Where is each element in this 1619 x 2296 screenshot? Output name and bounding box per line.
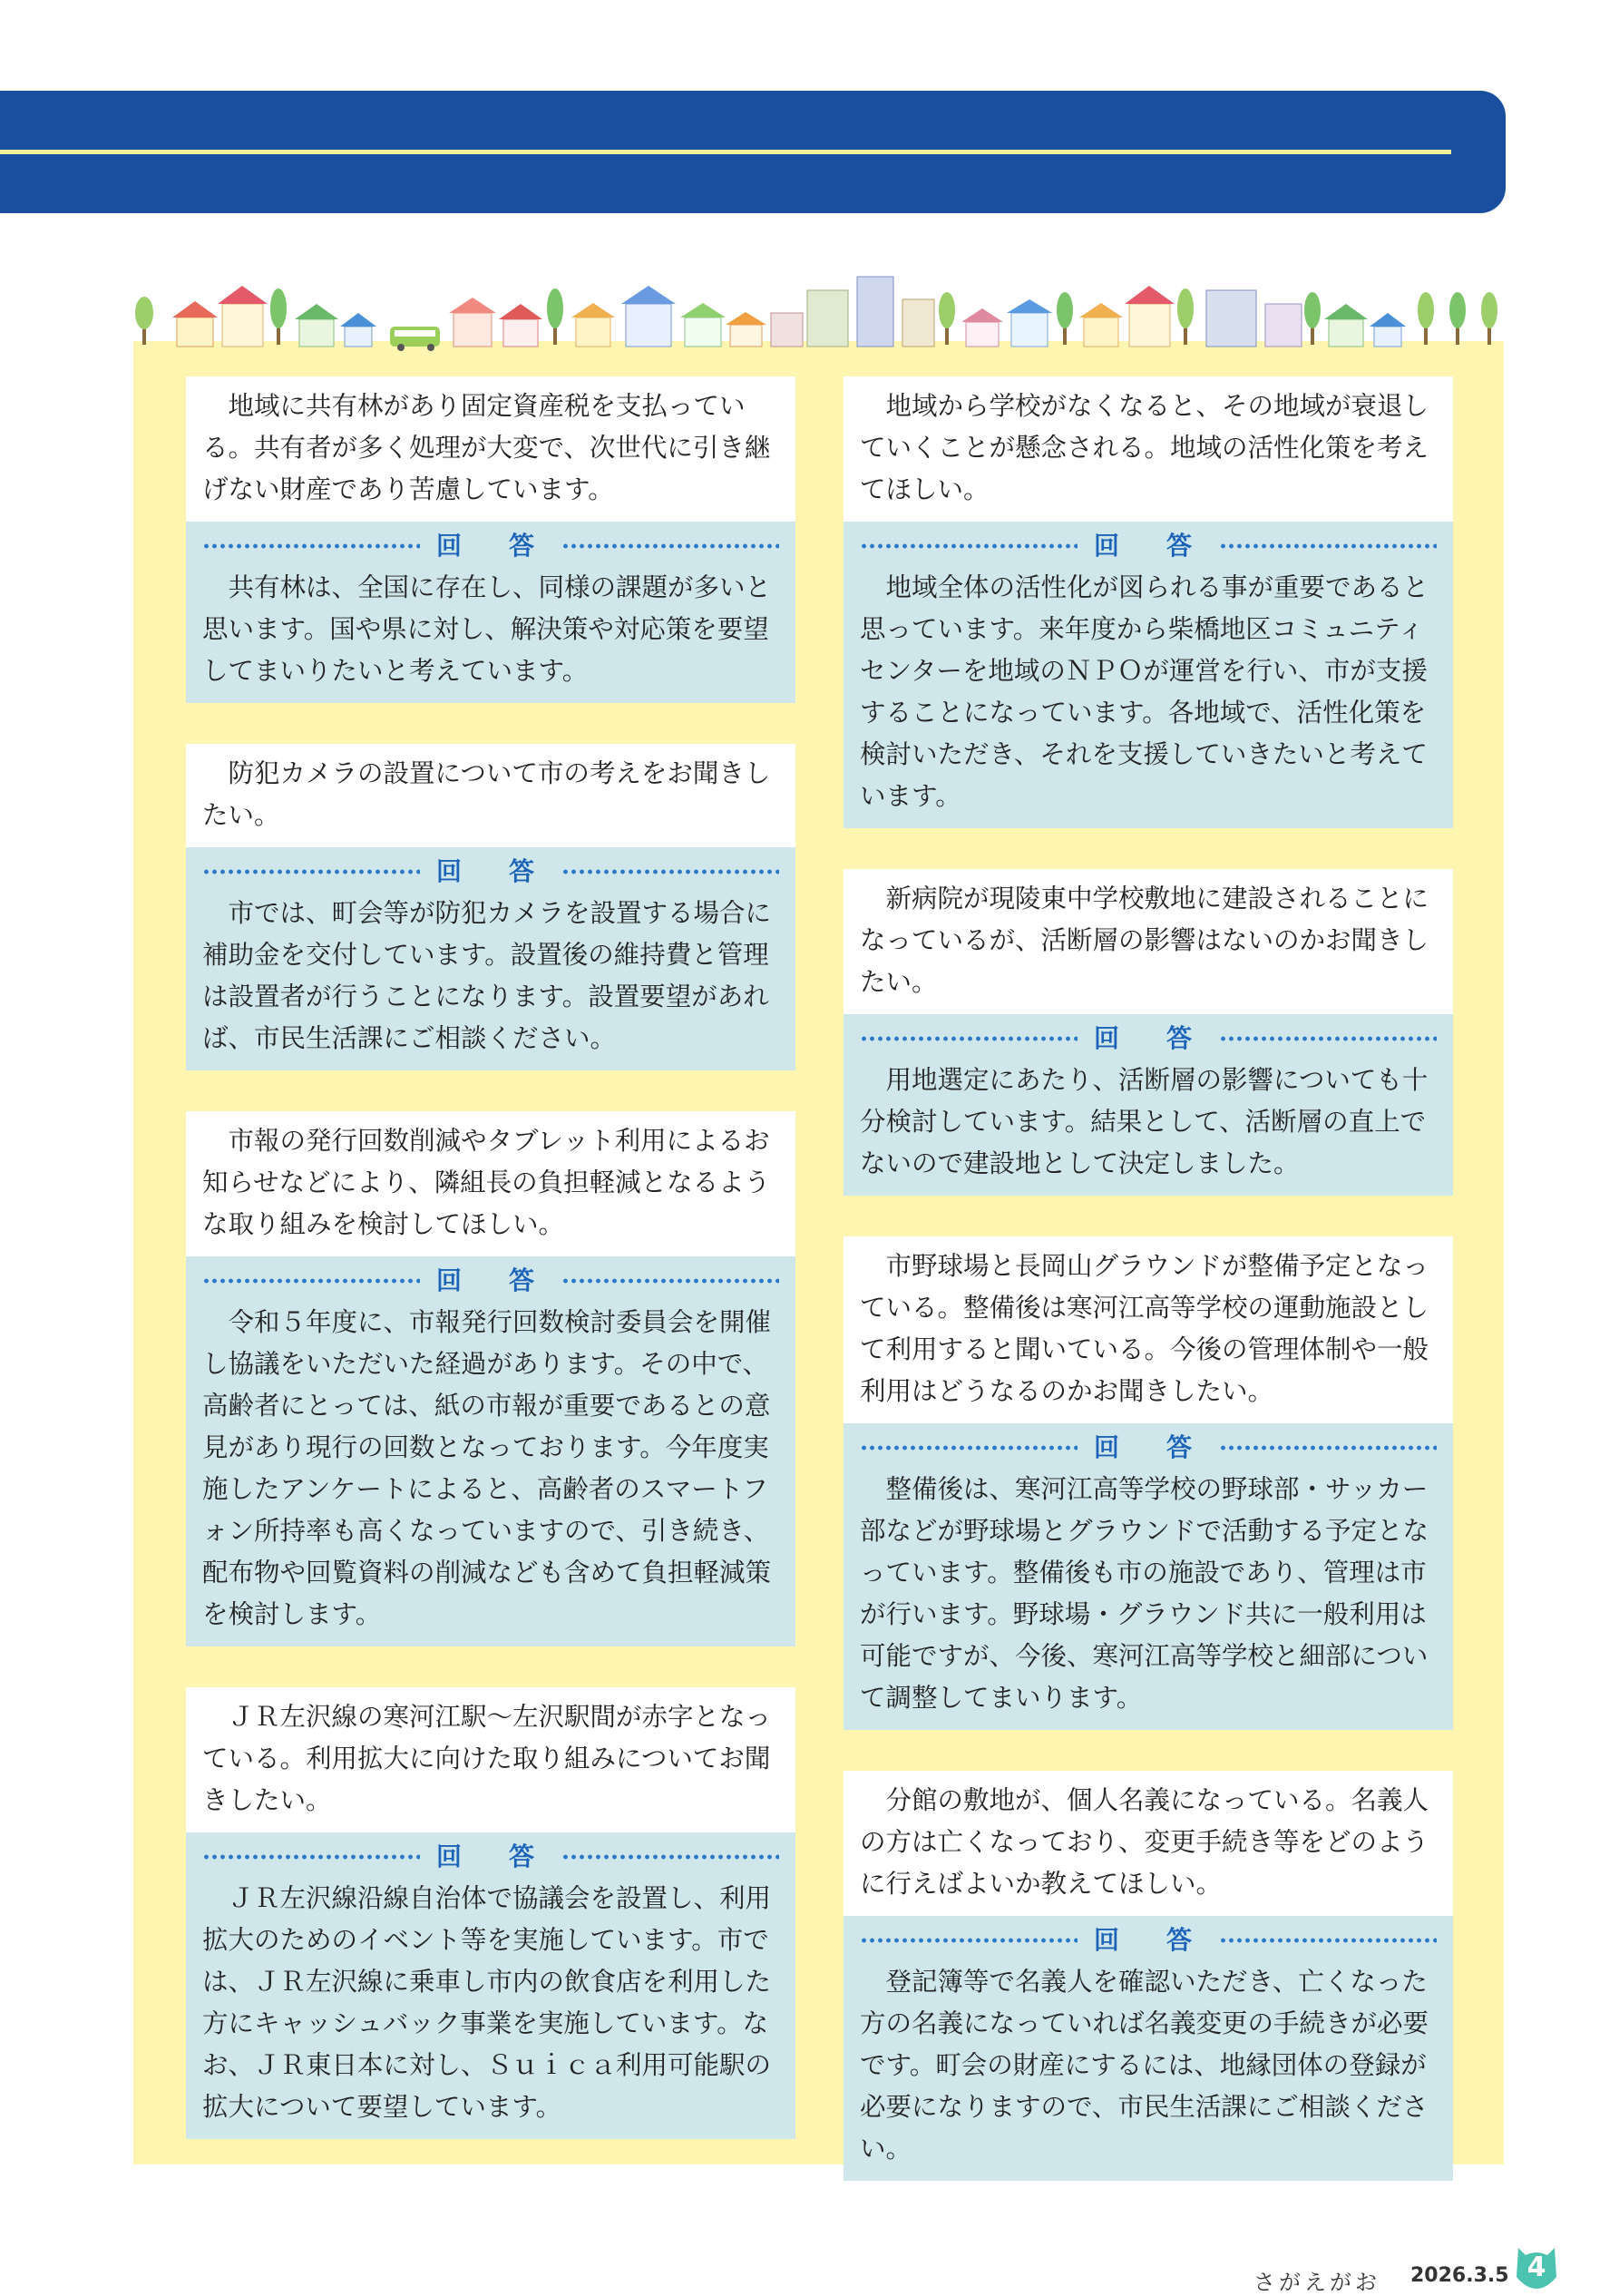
answer-header [202,853,779,891]
answer-text: 登記簿等で名義人を確認いただき、亡くなった方の名義になっていれば名義変更の手続きが必要です。町会の財産にするには、地縁団体の登録が必要になりますので、市民生活課にご相談ください。 [860,1967,1429,2164]
answer-header [860,527,1437,565]
answer-header [860,1921,1437,1959]
qa-column-left [186,376,795,2180]
qa-item [186,1687,795,2139]
qa-item [186,376,795,703]
house-icon [1370,313,1406,347]
tree-icon [1304,292,1321,345]
house-icon [571,303,615,347]
building-icon [807,290,848,347]
answer-box [844,1014,1453,1196]
answer-box [186,1256,795,1646]
answer-text: 地域全体の活性化が図られる事が重要であると思っています。来年度から柴橋地区コミュニティセンターを地域のＮＰＯが運営を行い、市が支援することになっています。各地域で、活性化策を検討いただき、それを支援していきたいと考えています。 [860,572,1429,811]
question-text: ＪＲ左沢線の寒河江駅～左沢駅間が赤字となっている。利用拡大に向けた取り組みについてお聞きしたい。 [186,1687,795,1832]
answer-text: 用地選定にあたり、活断層の影響についても十分検討しています。結果として、活断層の直上でないので建設地として決定しました。 [860,1065,1429,1178]
house-icon [449,298,496,347]
house-icon [680,303,726,347]
answer-label: 回 答 [436,1265,546,1295]
publication-date: 2026.3.5 [1410,2264,1509,2287]
answer-header [202,1262,779,1300]
answer-text: 市では、町会等が防犯カメラを設置する場合に補助金を交付しています。設置後の維持費と管理は設置者が行うことになります。設置要望があれば、市民生活課にご相談ください。 [202,898,772,1053]
house-icon [726,312,766,347]
answer-label: 回 答 [1094,1023,1204,1053]
building-icon [857,277,893,347]
tree-icon [547,288,563,345]
tree-icon [135,297,153,345]
house-icon [961,308,1003,347]
house-icon [499,304,542,347]
answer-text: 令和５年度に、市報発行回数検討委員会を開催し協議をいただいた経過があります。その中で、高齢者にとっては、紙の市報が重要であるとの意見があり現行の回数となっております。今年度実施したアンケートによると、高齢者のスマートフォン所持率も高くなっていますので、引き続き、配布物や回覧資料の削減なども含めて負担軽減策を検討します。 [202,1307,772,1629]
townscape-illustration [132,263,1506,354]
house-icon [1324,304,1368,347]
answer-text: ＪＲ左沢線沿線自治体で協議会を設置し、利用拡大のためのイベント等を実施しています。市では、ＪＲ左沢線に乗車し市内の飲食店を利用した方にキャッシュバック事業を実施しています。なお、ＪＲ東日本に対し、Ｓｕｉｃａ利用可能駅の拡大について要望しています。 [202,1883,772,2122]
question-text: 市野球場と長岡山グラウンドが整備予定となっている。整備後は寒河江高等学校の運動施設として利用すると聞いている。今後の管理体制や一般利用はどうなるのかお聞きしたい。 [844,1236,1453,1423]
qa-item [186,744,795,1070]
tree-icon [1481,292,1497,345]
publication-name: さがえがお [1253,2270,1380,2295]
house-icon [340,313,376,347]
answer-label: 回 答 [436,1842,546,1871]
question-text: 新病院が現陵東中学校敷地に建設されることになっているが、活断層の影響はないのかお聞きしたい。 [844,869,1453,1014]
building-icon [1206,290,1256,347]
qa-item [844,869,1453,1196]
question-text: 地域に共有林があり固定資産税を支払っている。共有者が多く処理が大変で、次世代に引き継げない財産であり苦慮しています。 [186,376,795,522]
question-text: 分館の敷地が、個人名義になっている。名義人の方は亡くなっており、変更手続き等をどのように行えばよいか教えてほしい。 [844,1771,1453,1916]
question-text: 市報の発行回数削減やタブレット利用によるお知らせなどにより、隣組長の負担軽減となるような取り組みを検討してほしい。 [186,1111,795,1256]
question-text: 防犯カメラの設置について市の考えをお聞きしたい。 [186,744,795,847]
answer-label: 回 答 [436,531,546,561]
answer-label: 回 答 [436,856,546,886]
answer-text: 共有林は、全国に存在し、同様の課題が多いと思います。国や県に対し、解決策や対応策を要望してまいりたいと考えています。 [202,572,772,686]
qa-column-right [844,376,1453,2222]
house-icon [1079,303,1123,347]
answer-box [186,1832,795,2139]
bus-icon [390,327,440,351]
building-icon [902,299,934,347]
tree-icon [1449,292,1466,345]
house-icon [218,286,268,347]
tree-icon [1057,292,1073,345]
answer-box [186,522,795,703]
qa-item [186,1111,795,1646]
page-number: 4 [1526,2252,1546,2283]
tree-icon [1418,292,1434,345]
tree-icon [939,292,955,345]
answer-text: 整備後は、寒河江高等学校の野球部・サッカー部などが野球場とグラウンドで活動する予定となっています。整備後も市の施設であり、管理は市が行います。野球場・グラウンド共に一般利用は可能ですが、今後、寒河江高等学校と細部について調整してまいります。 [860,1474,1429,1713]
qa-item [844,1236,1453,1730]
answer-box [844,1916,1453,2181]
answer-header [860,1429,1437,1467]
tree-icon [270,288,287,345]
answer-box [844,1423,1453,1730]
answer-box [186,847,795,1070]
building-icon [771,313,803,347]
answer-label: 回 答 [1094,1925,1204,1955]
house-icon [1125,286,1175,347]
tree-icon [1177,288,1194,345]
answer-box [844,522,1453,828]
answer-header [860,1020,1437,1058]
answer-label: 回 答 [1094,531,1204,561]
question-text: 地域から学校がなくなると、その地域が衰退していくことが懸念される。地域の活性化策を考えてほしい。 [844,376,1453,522]
answer-header [202,1838,779,1876]
house-icon [1007,299,1052,347]
building-icon [1265,304,1302,347]
house-icon [295,304,338,347]
qa-item [844,1771,1453,2181]
header-accent-line [0,150,1451,154]
house-icon [172,301,218,347]
house-icon [621,286,676,347]
qa-item [844,376,1453,828]
answer-header [202,527,779,565]
answer-label: 回 答 [1094,1432,1204,1462]
